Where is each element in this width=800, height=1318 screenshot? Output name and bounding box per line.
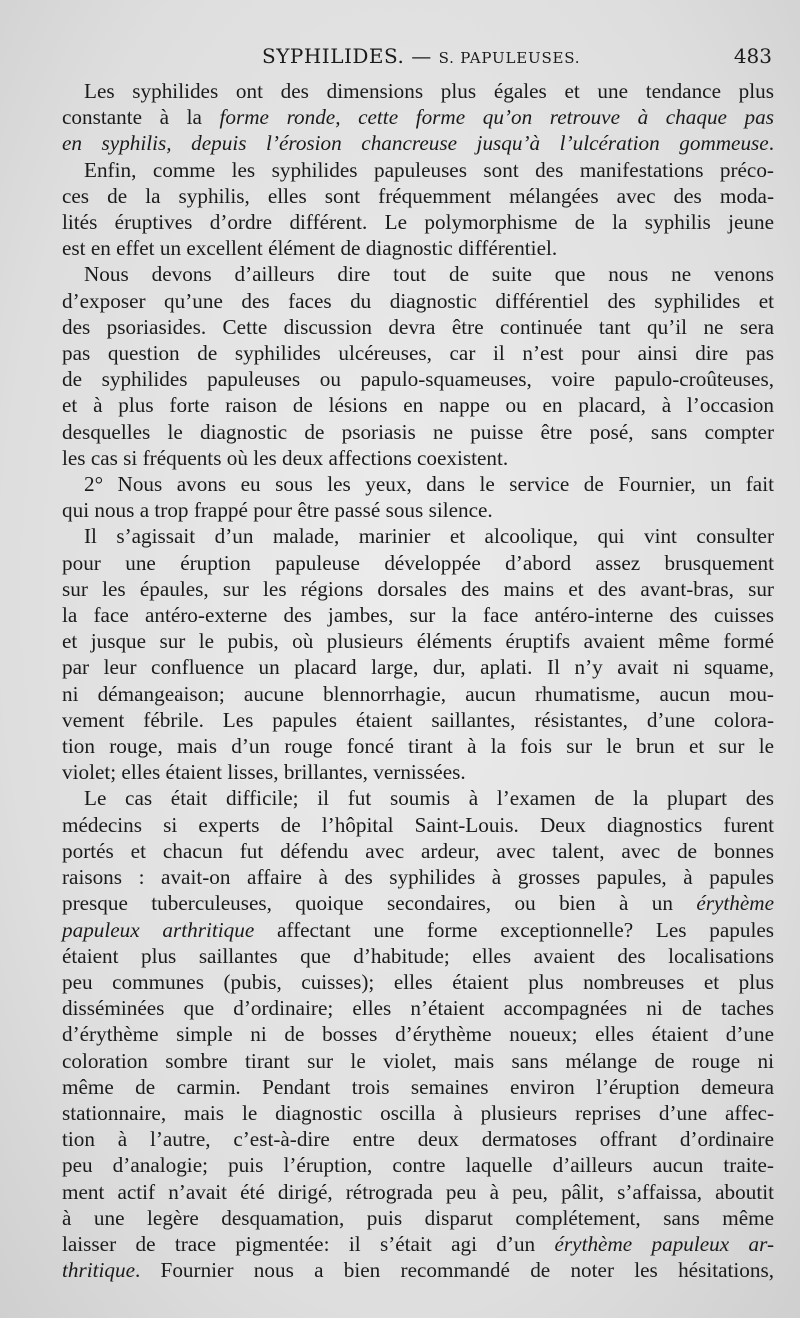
- text-run: les cas si fréquents où les deux affections coexistent.: [62, 445, 509, 470]
- text-run: la face antéro-externe des jambes, sur la face antéro-interne des cuisses: [62, 603, 774, 628]
- text-run: ni démangeaison; aucune blennorrhagie, aucun rhumatisme, aucun mou-: [62, 681, 774, 706]
- text-run: Les syphilides ont des dimensions plus égales et une tendance plus: [84, 79, 774, 103]
- text-run: ces de la syphilis, elles sont fréquemment mélangées avec des moda-: [62, 183, 774, 208]
- text-line: [62, 340, 774, 366]
- text-line: [62, 235, 774, 261]
- text-line: [62, 157, 774, 183]
- text-line: [62, 890, 774, 916]
- text-line: [62, 681, 774, 707]
- text-run: et jusque sur le pubis, où plusieurs éléments éruptifs avaient même formé: [62, 629, 774, 654]
- text-line: [62, 1021, 774, 1047]
- text-line: [62, 78, 774, 104]
- text-run: Nous devons d’ailleurs dire tout de suite que nous ne venons: [84, 262, 774, 287]
- text-run: coloration sombre tirant sur le violet, mais sans mélange de rouge ni: [62, 1048, 774, 1073]
- text-run: des psoriasides. Cette discussion devra être continuée tant qu’il ne sera: [62, 314, 774, 339]
- text-line: [62, 445, 774, 471]
- text-run: pour une éruption papuleuse développée d’abord assez brusquement: [62, 550, 774, 575]
- text-run: affectant une forme exceptionnelle? Les papules: [254, 917, 774, 942]
- italic-run: érythème: [696, 891, 774, 916]
- text-line: [62, 969, 774, 995]
- text-line: [62, 1257, 774, 1283]
- text-line: [62, 759, 774, 785]
- text-line: [62, 1152, 774, 1178]
- text-run: ment actif n’avait été dirigé, rétrograda peu à peu, pâlit, s’affaissa, aboutit: [62, 1179, 774, 1204]
- text-run: .: [768, 131, 774, 156]
- text-run: violet; elles étaient lisses, brillantes, vernissées.: [62, 760, 466, 785]
- text-run: Enfin, comme les syphilides papuleuses sont des manifestations préco-: [84, 157, 774, 182]
- text-line: [62, 366, 774, 392]
- text-run: tion rouge, mais d’un rouge foncé tirant à la fois sur le brun et sur le: [62, 734, 774, 759]
- page-number: 483: [733, 44, 772, 68]
- text-line: [62, 392, 774, 418]
- text-line: [62, 995, 774, 1021]
- italic-run: forme ronde, cette forme qu’on retrouve à chaque pas: [219, 105, 774, 130]
- text-line: [62, 523, 774, 549]
- text-line: [62, 1205, 774, 1231]
- text-line: [62, 838, 774, 864]
- text-line: [62, 602, 774, 628]
- text-run: lités éruptives d’ordre différent. Le polymorphisme de la syphilis jeune: [62, 210, 774, 235]
- text-run: portés et chacun fut défendu avec ardeur, avec talent, avec de bonnes: [62, 838, 774, 863]
- text-line: [62, 733, 774, 759]
- text-line: [62, 1100, 774, 1126]
- text-line: [62, 130, 774, 156]
- text-line: [62, 917, 774, 943]
- italic-run: thritique: [62, 1258, 135, 1283]
- text-line: [62, 1231, 774, 1257]
- text-run: . Fournier nous a bien recommandé de noter les hésitations,: [134, 1258, 774, 1283]
- text-run: vement fébrile. Les papules étaient saillantes, résistantes, d’une colora-: [62, 707, 774, 732]
- text-line: [62, 1048, 774, 1074]
- text-run: pas question de syphilides ulcéreuses, car il n’est pour ainsi dire pas: [62, 341, 774, 366]
- text-line: [62, 576, 774, 602]
- text-line: [62, 497, 774, 523]
- italic-run: papuleux arthritique: [62, 917, 255, 942]
- text-run: Le cas était difficile; il fut soumis à l’examen de la plupart des: [84, 786, 774, 811]
- text-line: [62, 1126, 774, 1152]
- text-line: [62, 550, 774, 576]
- text-line: [62, 943, 774, 969]
- text-line: [62, 314, 774, 340]
- italic-run: en syphilis, depuis l’érosion chancreuse jusqu’à l’ulcération gommeuse: [62, 131, 769, 156]
- text-run: étaient plus saillantes que d’habitude; elles avaient des localisations: [62, 943, 774, 968]
- running-head: [262, 44, 772, 78]
- text-run: d’exposer qu’une des faces du diagnostic différentiel des syphilides et: [62, 288, 774, 313]
- text-line: [62, 785, 774, 811]
- text-run: desquelles le diagnostic de psoriasis ne puisse être posé, sans compter: [62, 419, 774, 444]
- text-run: 2° Nous avons eu sous les yeux, dans le service de Fournier, un fait: [84, 472, 774, 497]
- text-run: presque tuberculeuses, quoique secondaires, ou bien à un: [62, 891, 697, 916]
- text-line: [62, 288, 774, 314]
- text-line: [62, 261, 774, 287]
- running-title: [262, 44, 580, 68]
- text-run: même de carmin. Pendant trois semaines environ l’éruption demeura: [62, 1074, 774, 1099]
- text-run: d’érythème simple ni de bosses d’érythème noueux; elles étaient d’une: [62, 1022, 774, 1047]
- text-run: constante à la: [62, 105, 220, 130]
- italic-run: érythème papuleux ar-: [554, 1231, 774, 1256]
- text-run: qui nous a trop frappé pour être passé sous silence.: [62, 498, 493, 523]
- text-run: par leur confluence un placard large, dur, aplati. Il n’y avait ni squame,: [62, 655, 774, 680]
- text-run: raisons : avait-on affaire à des syphilides à grosses papules, à papules: [62, 865, 774, 890]
- text-line: [62, 864, 774, 890]
- text-line: [62, 209, 774, 235]
- running-title-subsection: S. PAPULEUSES.: [438, 49, 581, 67]
- text-run: tion à l’autre, c’est-à-dire entre deux dermatoses offrant d’ordinaire: [62, 1127, 774, 1152]
- text-line: [62, 707, 774, 733]
- text-run: à une legère desquamation, puis disparut complétement, sans même: [62, 1205, 774, 1230]
- text-line: [62, 628, 774, 654]
- text-run: laisser de trace pigmentée: il s’était agi d’un: [62, 1231, 555, 1256]
- text-line: [62, 183, 774, 209]
- running-title-main: SYPHILIDES. —: [262, 44, 439, 68]
- text-run: peu communes (pubis, cuisses); elles étaient plus nombreuses et plus: [62, 969, 774, 994]
- text-run: disséminées que d’ordinaire; elles n’étaient accompagnées ni de taches: [62, 996, 774, 1021]
- text-line: [62, 104, 774, 130]
- text-line: [62, 1179, 774, 1205]
- text-run: et à plus forte raison de lésions en nappe ou en placard, à l’occasion: [62, 393, 774, 418]
- text-run: médecins si experts de l’hôpital Saint-Louis. Deux diagnostics furent: [62, 812, 774, 837]
- text-line: [62, 1074, 774, 1100]
- text-line: [62, 812, 774, 838]
- text-run: sur les épaules, sur les régions dorsales des mains et des avant-bras, sur: [62, 576, 774, 601]
- text-line: [62, 419, 774, 445]
- text-line: [62, 471, 774, 497]
- body-text: [62, 78, 774, 1283]
- text-run: de syphilides papuleuses ou papulo-squameuses, voire papulo-croûteuses,: [62, 367, 774, 392]
- text-run: peu d’analogie; puis l’éruption, contre laquelle d’ailleurs aucun traite-: [62, 1153, 774, 1178]
- text-line: [62, 654, 774, 680]
- text-run: stationnaire, mais le diagnostic oscilla à plusieurs reprises d’une affec-: [62, 1100, 774, 1125]
- text-run: Il s’agissait d’un malade, marinier et alcoolique, qui vint consulter: [84, 524, 774, 549]
- text-run: est en effet un excellent élément de diagnostic différentiel.: [62, 236, 558, 261]
